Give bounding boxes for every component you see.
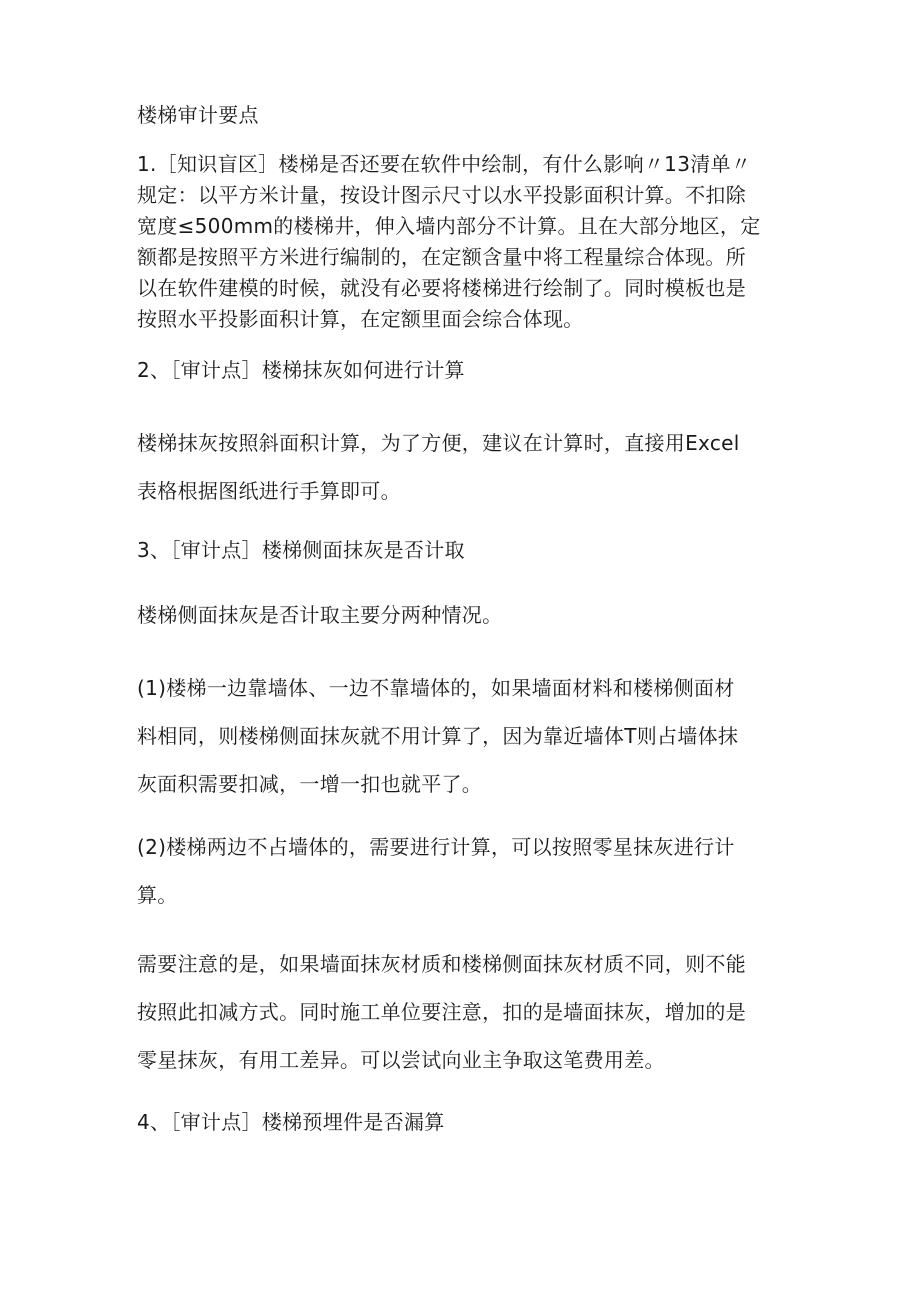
text-line: 按照此扣减方式。同时施工单位要注意，扣的是墙面抹灰，增加的是	[137, 1000, 746, 1024]
text-line: 按照水平投影面积计算，在定额里面会综合体现。	[137, 307, 584, 331]
section-2-heading: 2、［审计点］楼梯抹灰如何进行计算	[137, 358, 465, 382]
text-line: 楼梯抹灰按照斜面积计算，为了方便，建议在计算时，直接用Excel	[137, 431, 740, 455]
text-line: 1.［知识盲区］楼梯是否还要在软件中绘制，有什么影响〃13清单〃	[137, 152, 752, 176]
text-line: (2)楼梯两边不占墙体的，需要进行计算，可以按照零星抹灰进行计	[137, 835, 735, 859]
text-line: 额都是按照平方米进行编制的，在定额含量中将工程量综合体现。所	[137, 245, 746, 269]
section-3-case-1	[137, 664, 797, 808]
text-line: 以在软件建模的时候，就没有必要将楼梯进行绘制了。同时模板也是	[137, 276, 746, 300]
text-line: 表格根据图纸进行手算即可。	[137, 479, 401, 503]
text-line: (1)楼梯一边靠墙体、一边不靠墙体的，如果墙面材料和楼梯侧面材	[137, 676, 735, 700]
section-4-heading: 4、［审计点］楼梯预埋件是否漏算	[137, 1110, 445, 1134]
section-3-note	[137, 940, 797, 1084]
text-line: 料相同，则楼梯侧面抹灰就不用计算了，因为靠近墙体T则占墙体抹	[137, 724, 739, 748]
document-title: 楼梯审计要点	[137, 103, 259, 127]
section-3-case-2	[137, 823, 797, 919]
section-1-paragraph	[137, 149, 797, 335]
text-line: 灰面积需要扣减，一增一扣也就平了。	[137, 772, 483, 796]
section-3-heading: 3、［审计点］楼梯侧面抹灰是否计取	[137, 538, 465, 562]
text-line: 需要注意的是，如果墙面抹灰材质和楼梯侧面抹灰材质不同，则不能	[137, 952, 746, 976]
text-line: 零星抹灰，有用工差异。可以尝试向业主争取这笔费用差。	[137, 1048, 665, 1072]
section-3-intro: 楼梯侧面抹灰是否计取主要分两种情况。	[137, 603, 503, 627]
text-line: 算。	[137, 883, 178, 907]
text-line: 规定：以平方米计量，按设计图示尺寸以水平投影面积计算。不扣除	[137, 183, 746, 207]
text-line: 宽度≤500mm的楼梯井，伸入墙内部分不计算。且在大部分地区，定	[137, 214, 761, 238]
section-2-paragraph	[137, 419, 797, 515]
